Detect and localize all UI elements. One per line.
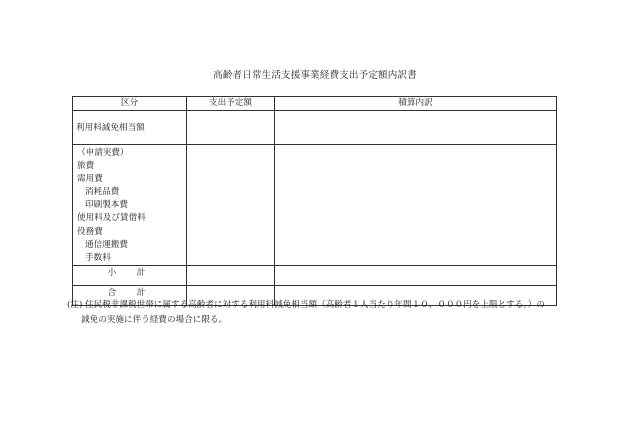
expense-item: 消耗品費 <box>85 187 120 198</box>
header-planned-amount: 支出予定額 <box>187 97 275 111</box>
expense-item: 通信運搬費 <box>85 239 128 250</box>
footnote-line-1: (注) 住民税非課税世帯に属する高齢者に対する利用料減免相当額（高齢者１人当たり年間１０，０００円を上限とする。）の <box>67 300 545 310</box>
table-row-fee-reduction <box>73 111 557 145</box>
table-header-row <box>73 97 557 111</box>
expense-items-cell <box>73 145 187 266</box>
details-cell-subtotal[interactable] <box>275 265 557 285</box>
table-row-subtotal <box>73 265 557 285</box>
expense-item: 需用費 <box>77 174 103 185</box>
total-label: 合 計 <box>73 285 187 305</box>
expense-item: 役務費 <box>77 226 103 237</box>
footnote <box>67 298 587 328</box>
amount-cell-subtotal[interactable] <box>187 265 275 285</box>
document-title: 高齢者日常生活支援事業経費支出予定額内訳書 <box>213 70 417 81</box>
details-cell-expense-items[interactable] <box>275 145 557 266</box>
expense-item: 印刷製本費 <box>85 200 128 211</box>
category-fee-reduction: 利用料減免相当額 <box>73 111 187 145</box>
expense-items-list <box>73 145 186 265</box>
expense-item: 手数料 <box>85 252 111 263</box>
expense-item: 旅費 <box>77 161 95 172</box>
amount-cell-expense-items[interactable] <box>187 145 275 266</box>
footnote-line-2: 減免の実施に伴う経費の場合に限る。 <box>81 315 228 325</box>
budget-breakdown-table <box>72 96 557 306</box>
amount-cell-fee-reduction[interactable] <box>187 111 275 145</box>
details-cell-fee-reduction[interactable] <box>275 111 557 145</box>
subtotal-label: 小 計 <box>73 265 187 285</box>
expense-item: （申請実費） <box>77 148 129 158</box>
header-calculation-details: 積算内訳 <box>275 97 557 111</box>
expense-item: 使用料及び賃借料 <box>77 213 146 224</box>
header-category: 区分 <box>73 97 187 111</box>
table-row-expense-items <box>73 145 557 266</box>
